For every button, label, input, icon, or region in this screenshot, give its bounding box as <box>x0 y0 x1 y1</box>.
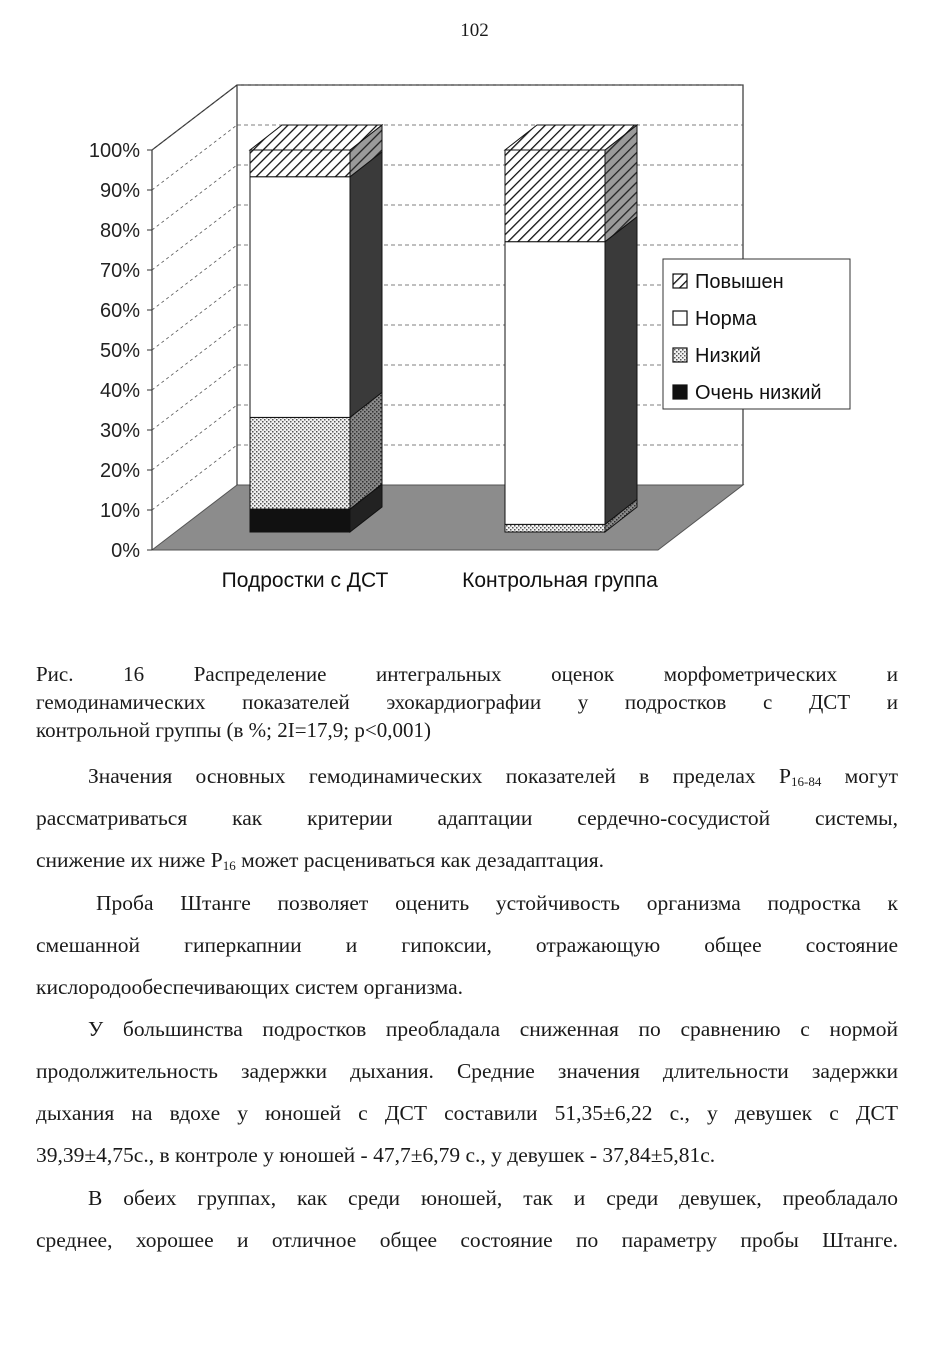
bar-segment-Повышен <box>250 150 350 177</box>
x-tick-label: Контрольная группа <box>462 569 658 592</box>
legend-label: Очень низкий <box>695 382 822 404</box>
legend-swatch-Норма <box>673 311 687 325</box>
bar-segment-Очень низкий <box>250 509 350 532</box>
y-tick-label: 0% <box>111 540 140 562</box>
chart-legend <box>663 259 850 409</box>
paragraph-line: рассматриваться как критерии адаптации сердечно-сосудистой системы, <box>36 806 898 830</box>
x-axis <box>222 569 659 592</box>
y-tick-label: 60% <box>99 300 140 322</box>
legend-swatch-Очень низкий <box>673 385 687 399</box>
y-tick-label: 10% <box>99 500 140 522</box>
y-tick-label: 90% <box>99 180 140 202</box>
y-tick-label: 100% <box>88 140 140 162</box>
legend-swatch-Повышен <box>673 274 687 288</box>
bar-segment-Низкий <box>505 524 605 532</box>
gridline-diagonal <box>152 365 237 430</box>
page-number: 102 <box>460 20 489 41</box>
paragraph-line: дыхания на вдохе у юношей с ДСТ составили 51,35±6,22 с., у девушек с ДСТ <box>36 1101 898 1125</box>
y-axis <box>89 140 152 562</box>
paragraph-line: 39,39±4,75с., в контроле у юношей - 47,7±6,79 с., у девушек - 37,84±5,81с. <box>36 1143 716 1167</box>
paragraph-line: В обеих группах, как среди юношей, так и среди девушек, преобладало <box>88 1186 898 1210</box>
caption-line: Рис. 16 Распределение интегральных оценок морфометрических и <box>36 662 898 686</box>
bar-segment-Низкий <box>250 417 350 509</box>
bar-side-Норма <box>605 217 637 525</box>
stacked-bar-chart <box>60 75 860 615</box>
y-tick-label: 20% <box>99 460 140 482</box>
y-tick-label: 30% <box>99 420 140 442</box>
gridline-diagonal <box>152 325 237 390</box>
y-tick-label: 50% <box>99 340 140 362</box>
chart-floor <box>152 485 743 550</box>
gridline-diagonal <box>152 165 237 230</box>
gridline-diagonal <box>152 245 237 310</box>
gridline-diagonal <box>152 285 237 350</box>
paragraph <box>36 882 898 1008</box>
bar-segment-Норма <box>250 177 350 418</box>
legend-swatch-Низкий <box>673 348 687 362</box>
gridline-diagonal <box>152 405 237 470</box>
paragraph <box>36 755 898 881</box>
bar-segment-Повышен <box>505 150 605 242</box>
legend-label: Низкий <box>695 345 761 367</box>
paragraph-line: смешанной гиперкапнии и гипоксии, отражающую общее состояние <box>36 933 898 957</box>
paragraph <box>36 1177 898 1261</box>
bar-side-Норма <box>350 152 382 418</box>
paragraph-line: снижение их ниже $Р_{16}$ может расцениваться как дезадаптация. <box>36 848 604 873</box>
paragraph <box>36 1008 898 1176</box>
caption-line: гемодинамических показателей эхокардиографии у подростков с ДСТ и <box>36 690 898 714</box>
figure-caption <box>36 660 898 744</box>
caption-line: контрольной группы (в %; 2I=17,9; р<0,001) <box>36 718 431 742</box>
paragraph-line: Проба Штанге позволяет оценить устойчивость организма подростка к <box>96 891 898 915</box>
paragraph-line: кислородообеспечивающих систем организма. <box>36 975 464 999</box>
paragraph-line: У большинства подростков преобладала сниженная по сравнению с нормой <box>88 1017 898 1041</box>
x-tick-label: Подростки с ДСТ <box>221 569 389 592</box>
legend-label: Норма <box>695 308 757 330</box>
paragraph-line: среднее, хорошее и отличное общее состояние по параметру пробы Штанге. <box>36 1228 898 1252</box>
gridline-diagonal <box>152 205 237 270</box>
y-tick-label: 80% <box>99 220 140 242</box>
legend-label: Повышен <box>695 271 784 293</box>
bars-layer <box>250 125 637 532</box>
paragraph-line: Значения основных гемодинамических показателей в пределах $Р_{16-84}$ могут <box>88 764 898 789</box>
paragraph-line: продолжительность задержки дыхания. Средние значения длительности задержки <box>36 1059 898 1083</box>
bar-segment-Норма <box>505 242 605 525</box>
y-tick-label: 70% <box>99 260 140 282</box>
chart-frame <box>152 85 743 550</box>
gridline-diagonal <box>152 125 237 190</box>
y-tick-label: 40% <box>99 380 140 402</box>
